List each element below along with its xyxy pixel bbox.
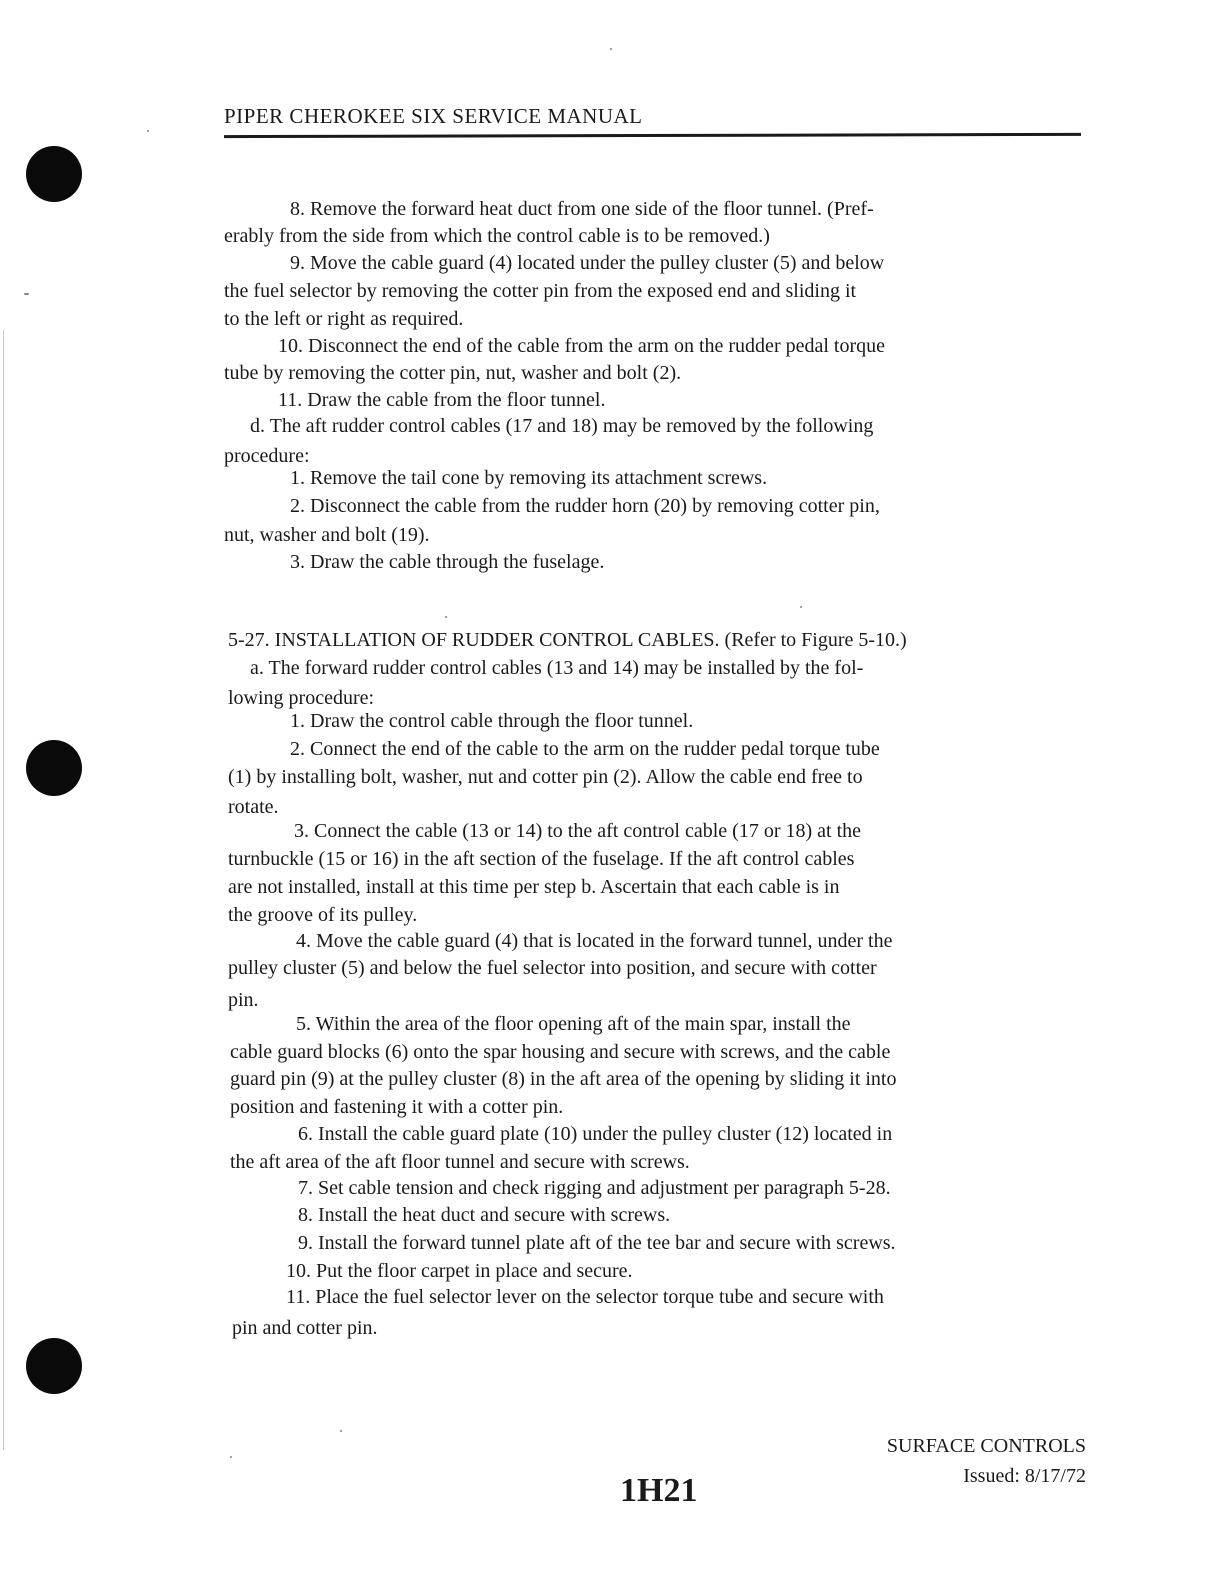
text-line: to the left or right as required. <box>224 308 464 330</box>
text-line: erably from the side from which the control cable is to be removed.) <box>224 225 770 247</box>
text-line: position and fastening it with a cotter pin. <box>230 1096 564 1118</box>
text-line: (1) by installing bolt, washer, nut and cotter pin (2). Allow the cable end free to <box>228 766 863 788</box>
punch-hole-middle <box>26 740 82 796</box>
text-line: tube by removing the cotter pin, nut, washer and bolt (2). <box>224 362 682 384</box>
punch-hole-top <box>26 146 82 202</box>
text-line: 8. Remove the forward heat duct from one side of the floor tunnel. (Pref- <box>290 198 874 220</box>
section-name: SURFACE CONTROLS <box>886 1435 1086 1457</box>
scan-speck <box>610 48 612 50</box>
punch-hole-bottom <box>26 1338 82 1394</box>
text-line: 7. Set cable tension and check rigging and adjustment per paragraph 5-28. <box>298 1177 891 1199</box>
text-line: 1. Remove the tail cone by removing its attachment screws. <box>290 467 768 489</box>
text-line: 10. Put the floor carpet in place and secure. <box>286 1260 633 1282</box>
text-line: guard pin (9) at the pulley cluster (8) in the aft area of the opening by sliding it into <box>230 1068 897 1090</box>
scan-speck <box>230 1456 232 1458</box>
text-line: pulley cluster (5) and below the fuel selector into position, and secure with cotter <box>228 957 877 979</box>
text-line: pin and cotter pin. <box>232 1317 378 1339</box>
text-line: 2. Disconnect the cable from the rudder horn (20) by removing cotter pin, <box>290 495 880 517</box>
text-line: a. The forward rudder control cables (13 and 14) may be installed by the fol- <box>250 657 864 679</box>
text-line: 10. Disconnect the end of the cable from the arm on the rudder pedal torque <box>278 335 886 357</box>
text-line: 9. Move the cable guard (4) located under the pulley cluster (5) and below <box>290 252 885 274</box>
text-line: 2. Connect the end of the cable to the arm on the rudder pedal torque tube <box>290 738 880 760</box>
text-line: pin. <box>228 989 259 1011</box>
scan-speck <box>445 616 447 618</box>
text-line: rotate. <box>228 796 279 818</box>
scan-speck <box>147 130 149 132</box>
text-line: 4. Move the cable guard (4) that is located in the forward tunnel, under the <box>296 930 893 952</box>
text-line: 3. Connect the cable (13 or 14) to the aft control cable (17 or 18) at the <box>294 820 862 842</box>
text-line: turnbuckle (15 or 16) in the aft section of the fuselage. If the aft control cables <box>228 848 855 870</box>
text-line: the groove of its pulley. <box>228 904 418 926</box>
text-line: are not installed, install at this time per step b. Ascertain that each cable is in <box>228 876 840 898</box>
text-line: 11. Draw the cable from the floor tunnel. <box>278 389 606 411</box>
scan-speck <box>800 606 802 608</box>
text-line: 6. Install the cable guard plate (10) under the pulley cluster (12) located in <box>298 1123 893 1145</box>
manual-title: PIPER CHEROKEE SIX SERVICE MANUAL <box>224 104 643 128</box>
text-line: d. The aft rudder control cables (17 and 18) may be removed by the following <box>250 415 874 437</box>
page-number: 1H21 <box>620 1472 698 1509</box>
issued-date: Issued: 8/17/72 <box>963 1465 1086 1487</box>
text-line: 9. Install the forward tunnel plate aft of the tee bar and secure with screws. <box>298 1232 896 1254</box>
text-line: the fuel selector by removing the cotter pin from the exposed end and sliding it <box>224 280 857 302</box>
header-rule <box>224 133 1081 138</box>
text-line: 5. Within the area of the floor opening aft of the main spar, install the <box>296 1013 851 1035</box>
text-line: the aft area of the aft floor tunnel and secure with screws. <box>230 1151 690 1173</box>
scan-speck <box>24 293 29 295</box>
text-line: procedure: <box>224 445 310 467</box>
scan-edge-line <box>3 330 4 1450</box>
text-line: 1. Draw the control cable through the floor tunnel. <box>290 710 694 732</box>
text-line: cable guard blocks (6) onto the spar housing and secure with screws, and the cable <box>230 1041 891 1063</box>
text-line: 3. Draw the cable through the fuselage. <box>290 551 605 573</box>
text-line: nut, washer and bolt (19). <box>224 524 430 546</box>
text-line: 8. Install the heat duct and secure with screws. <box>298 1204 671 1226</box>
text-line: lowing procedure: <box>228 687 375 709</box>
text-line: 11. Place the fuel selector lever on the selector torque tube and secure with <box>286 1286 884 1308</box>
section-heading: 5-27. INSTALLATION OF RUDDER CONTROL CABLES. (Refer to Figure 5-10.) <box>228 629 907 651</box>
scan-speck <box>340 1430 342 1432</box>
